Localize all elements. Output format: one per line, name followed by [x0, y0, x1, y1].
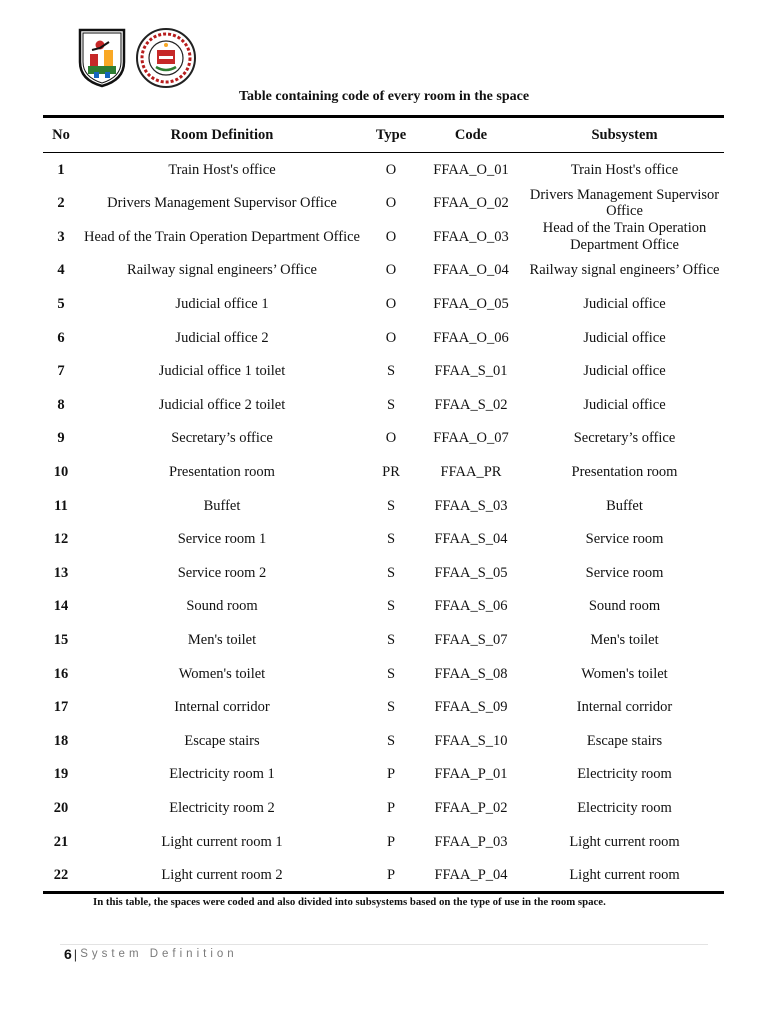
cell-room-definition: Judicial office 2	[175, 329, 269, 346]
cell-room-definition: Train Host's office	[168, 161, 276, 178]
cell-type: P	[386, 799, 396, 816]
cell-type: S	[386, 699, 396, 716]
table-row	[43, 422, 724, 456]
cell-code: FFAA_S_08	[434, 665, 508, 682]
table-row	[43, 489, 724, 523]
cell-type: O	[385, 430, 397, 447]
table-row	[43, 623, 724, 657]
cell-code: FFAA_S_10	[434, 732, 508, 749]
cell-subsystem: Judicial office	[583, 295, 666, 312]
cell-no: 5	[57, 295, 65, 312]
cell-code: FFAA_O_06	[433, 329, 509, 346]
cell-code: FFAA_S_09	[434, 699, 508, 716]
cell-subsystem: Head of the Train Operation Department Office	[542, 220, 707, 253]
page-number: 6	[64, 946, 72, 962]
cell-type: S	[386, 598, 396, 615]
cell-subsystem: Sound room	[588, 598, 661, 615]
cell-type: S	[386, 631, 396, 648]
cell-no: 12	[53, 531, 69, 548]
cell-code: FFAA_O_02	[433, 195, 509, 212]
cell-code: FFAA_O_01	[433, 161, 509, 178]
cell-no: 18	[53, 732, 69, 749]
section-title: System Definition	[80, 948, 238, 960]
cell-no: 1	[57, 161, 65, 178]
cell-room-definition: Service room 1	[177, 531, 267, 548]
cell-no: 15	[53, 631, 69, 648]
header-subsystem: Subsystem	[591, 127, 658, 144]
cell-type: S	[386, 564, 396, 581]
cell-type: P	[386, 833, 396, 850]
header-room-definition: Room Definition	[170, 127, 274, 144]
cell-no: 7	[57, 363, 65, 380]
table-note: In this table, the spaces were coded and also divided into subsystems based on the type of use in the room space.	[93, 896, 606, 908]
cell-type: P	[386, 766, 396, 783]
university-shield-icon	[78, 28, 126, 88]
cell-subsystem: Electricity room	[577, 799, 672, 816]
cell-no: 19	[53, 766, 69, 783]
cell-room-definition: Service room 2	[177, 564, 267, 581]
cell-no: 9	[57, 430, 65, 447]
cell-subsystem: Judicial office	[583, 396, 666, 413]
cell-no: 22	[53, 867, 69, 884]
cell-room-definition: Judicial office 1	[175, 295, 269, 312]
cell-type: S	[386, 665, 396, 682]
engineering-faculty-seal-icon	[135, 27, 197, 89]
table-row	[43, 355, 724, 389]
table-header-row	[43, 119, 724, 152]
table-row	[43, 657, 724, 691]
cell-room-definition: Presentation room	[169, 463, 275, 480]
cell-no: 6	[57, 329, 65, 346]
cell-no: 2	[57, 195, 65, 212]
cell-subsystem: Judicial office	[583, 329, 666, 346]
cell-room-definition: Men's toilet	[187, 631, 257, 648]
cell-type: S	[386, 363, 396, 380]
cell-room-definition: Railway signal engineers’ Office	[127, 262, 317, 279]
cell-type: PR	[382, 463, 400, 480]
cell-type: S	[386, 531, 396, 548]
table-row	[43, 691, 724, 725]
cell-subsystem: Presentation room	[571, 463, 678, 480]
cell-subsystem: Drivers Management Supervisor Office	[529, 186, 720, 220]
cell-subsystem: Judicial office	[583, 363, 666, 380]
cell-type: O	[385, 195, 397, 212]
cell-subsystem: Service room	[585, 531, 664, 548]
cell-type: S	[386, 497, 396, 514]
cell-subsystem: Service room	[585, 564, 664, 581]
cell-subsystem: Light current room	[569, 833, 680, 850]
table-top-rule	[43, 115, 724, 118]
cell-code: FFAA_O_04	[433, 262, 509, 279]
cell-room-definition: Judicial office 1 toilet	[158, 363, 286, 380]
header-type: Type	[375, 127, 407, 144]
cell-code: FFAA_S_07	[434, 631, 508, 648]
cell-subsystem: Secretary’s office	[573, 430, 676, 447]
cell-subsystem: Women's toilet	[581, 665, 668, 682]
table-caption: Table containing code of every room in the space	[238, 89, 530, 104]
cell-room-definition: Escape stairs	[184, 732, 260, 749]
cell-no: 21	[53, 833, 69, 850]
cell-type: P	[386, 867, 396, 884]
table-row	[43, 187, 724, 221]
table-row	[43, 859, 724, 893]
cell-room-definition: Secretary’s office	[171, 430, 273, 447]
cell-no: 16	[53, 665, 69, 682]
cell-room-definition: Internal corridor	[174, 699, 270, 716]
cell-type: S	[386, 396, 396, 413]
cell-room-definition: Light current room 2	[161, 867, 283, 884]
page-footer	[64, 946, 238, 962]
cell-subsystem: Internal corridor	[576, 699, 673, 716]
header-code: Code	[454, 127, 488, 144]
cell-code: FFAA_PR	[440, 463, 502, 480]
table-row	[43, 455, 724, 489]
table-row	[43, 321, 724, 355]
cell-room-definition: Sound room	[186, 598, 258, 615]
cell-subsystem: Escape stairs	[586, 732, 663, 749]
cell-type: O	[385, 228, 397, 245]
cell-subsystem: Men's toilet	[590, 631, 659, 648]
cell-code: FFAA_S_01	[434, 363, 508, 380]
cell-subsystem: Light current room	[569, 867, 680, 884]
cell-code: FFAA_P_01	[434, 766, 508, 783]
cell-code: FFAA_P_02	[434, 799, 508, 816]
cell-room-definition: Women's toilet	[178, 665, 266, 682]
cell-type: O	[385, 262, 397, 279]
cell-type: O	[385, 161, 397, 178]
cell-no: 3	[57, 228, 65, 245]
header-no: No	[52, 127, 70, 144]
table-bottom-rule	[43, 891, 724, 894]
table-row	[43, 254, 724, 288]
footer-separator: |	[73, 946, 78, 962]
cell-subsystem: Train Host's office	[570, 161, 679, 178]
table-row	[43, 590, 724, 624]
footer-rule	[60, 944, 708, 945]
table-row	[43, 791, 724, 825]
cell-room-definition: Drivers Management Supervisor Office	[107, 195, 337, 212]
cell-code: FFAA_O_07	[433, 430, 509, 447]
cell-room-definition: Electricity room 2	[169, 799, 275, 816]
cell-no: 11	[54, 497, 68, 514]
table-row	[43, 724, 724, 758]
cell-code: FFAA_S_06	[434, 598, 508, 615]
cell-code: FFAA_S_03	[434, 497, 508, 514]
cell-room-definition: Head of the Train Operation Department Office	[84, 228, 360, 245]
cell-no: 20	[53, 799, 69, 816]
cell-type: O	[385, 295, 397, 312]
cell-room-definition: Judicial office 2 toilet	[158, 396, 286, 413]
cell-code: FFAA_O_05	[433, 295, 509, 312]
cell-code: FFAA_S_02	[434, 396, 508, 413]
cell-no: 10	[53, 463, 69, 480]
cell-type: S	[386, 732, 396, 749]
cell-subsystem: Buffet	[606, 497, 643, 514]
cell-room-definition: Light current room 1	[161, 833, 283, 850]
cell-code: FFAA_P_04	[434, 867, 508, 884]
table-row	[43, 388, 724, 422]
cell-code: FFAA_P_03	[434, 833, 508, 850]
table-row	[43, 825, 724, 859]
table-row	[43, 220, 724, 254]
cell-no: 8	[57, 396, 65, 413]
table-row	[43, 287, 724, 321]
cell-no: 13	[53, 564, 69, 581]
cell-no: 17	[53, 699, 69, 716]
cell-subsystem: Railway signal engineers’ Office	[529, 262, 720, 279]
table-row	[43, 153, 724, 187]
cell-room-definition: Buffet	[203, 497, 241, 514]
cell-subsystem: Electricity room	[577, 766, 672, 783]
cell-code: FFAA_O_03	[433, 228, 509, 245]
table-row	[43, 523, 724, 557]
table-row	[43, 758, 724, 792]
cell-code: FFAA_S_04	[434, 531, 508, 548]
cell-room-definition: Electricity room 1	[169, 766, 275, 783]
table-row	[43, 556, 724, 590]
cell-type: O	[385, 329, 397, 346]
cell-code: FFAA_S_05	[434, 564, 508, 581]
cell-no: 14	[53, 598, 69, 615]
cell-no: 4	[57, 262, 65, 279]
